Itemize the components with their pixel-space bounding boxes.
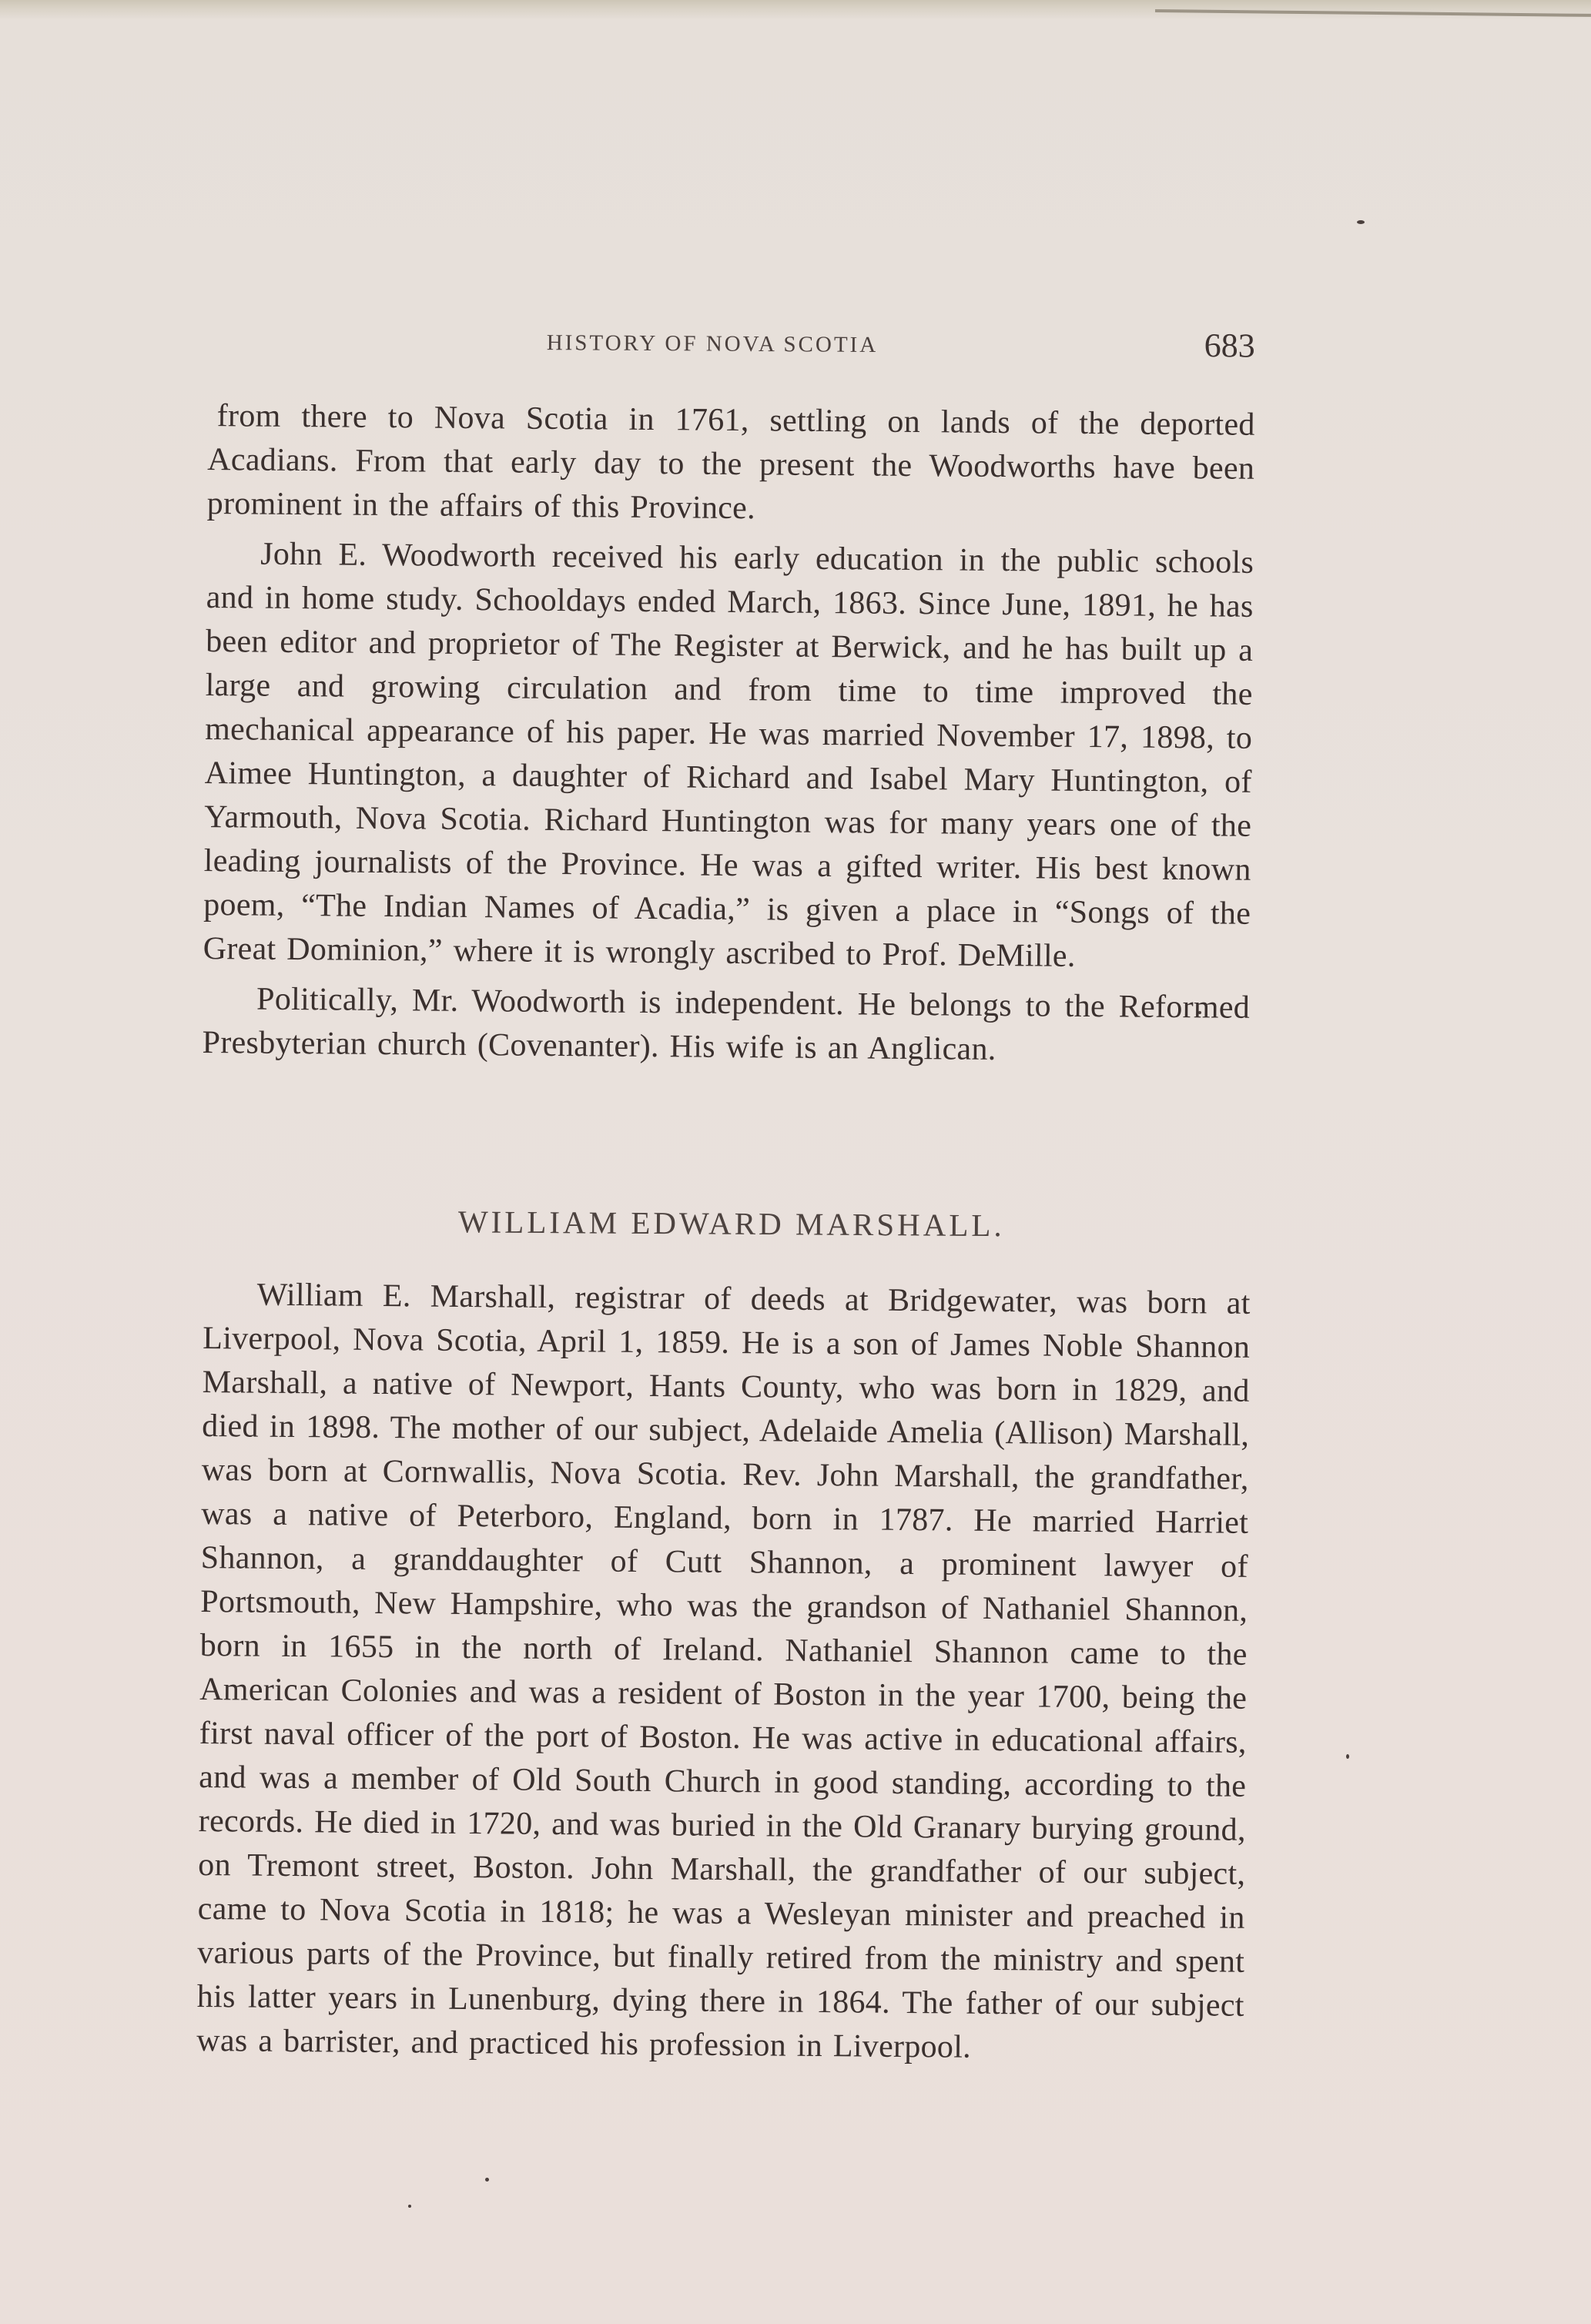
page-top-edge [0,0,1591,20]
paragraph: John E. Woodworth received his early education in the public schools and in home study. Schooldays ended March, 1863. Since June, 1891, he has been editor and proprietor of The Register at Berwick, and he has built up a large and growing circulation and from time to time improved the mechanical appearance of his paper. He was married November 17, 1898, to Aimee Huntington, a daughter of Richard and Isabel Mary Huntington, of Yarmouth, Nova Scotia. Richard Huntington was for many years one of the leading journalists of the Province. He was a gifted writer. His best known poem, “The Indian Names of Acadia,” is given a place in “Songs of the Great Dominion,” where it is wrongly ascribed to Prof. DeMille. [203,536,1254,974]
section-heading: WILLIAM EDWARD MARSHALL. [457,1204,1005,1244]
paragraph: from there to Nova Scotia in 1761, settling on lands of the deported Acadians. From that early day to the present the Woodworths have been prominent in the affairs of this Province. [206,398,1255,527]
page-header [208,316,1255,377]
paper-speck [1346,1754,1349,1759]
paper-speck [485,2178,489,2182]
paper-speck [408,2205,411,2208]
paragraph: William E. Marshall, registrar of deeds at Bridgewater, was born at Liverpool, Nova Scotia, April 1, 1859. He is a son of James Noble Shannon Marshall, a native of Newport, Hants County, who was born in 1829, and died in 1898. The mother of our subject, Adelaide Amelia (Allison) Marshall, was born at Cornwallis, Nova Scotia. Rev. John Marshall, the grandfather, was a native of Peterboro, England, born in 1787. He married Harriet Shannon, a granddaughter of Cutt Shannon, a prominent lawyer of Portsmouth, New Hampshire, who was the grandson of Nathaniel Shannon, born in 1655 in the north of Ireland. Nathaniel Shannon came to the American Colonies and was a resident of Boston in the year 1700, being the first naval officer of the port of Boston. He was active in educational affairs, and was a member of Old South Church in good standing, according to the records. He died in 1720, and was buried in the Old Granary burying ground, on Tremont street, Boston. John Marshall, the grandfather of our subject, came to Nova Scotia in 1818; he was a Wesleyan minister and preached in various parts of the Province, but finally retired from the ministry and spent his latter years in Lunenburg, dying there in 1864. The father of our subject was a barrister, and practiced his profession in Liverpool. [196,1277,1251,2065]
paragraph: Politically, Mr. Woodworth is independent. He belongs to the Reformed Presbyterian church (Covenanter). His wife is an Anglican. [202,981,1251,1067]
paper-speck [1357,220,1365,224]
page-number: 683 [1204,326,1255,365]
continued-text [202,394,1255,1074]
running-head: HISTORY OF NOVA SCOTIA [546,330,879,358]
section-body [196,1273,1251,2072]
